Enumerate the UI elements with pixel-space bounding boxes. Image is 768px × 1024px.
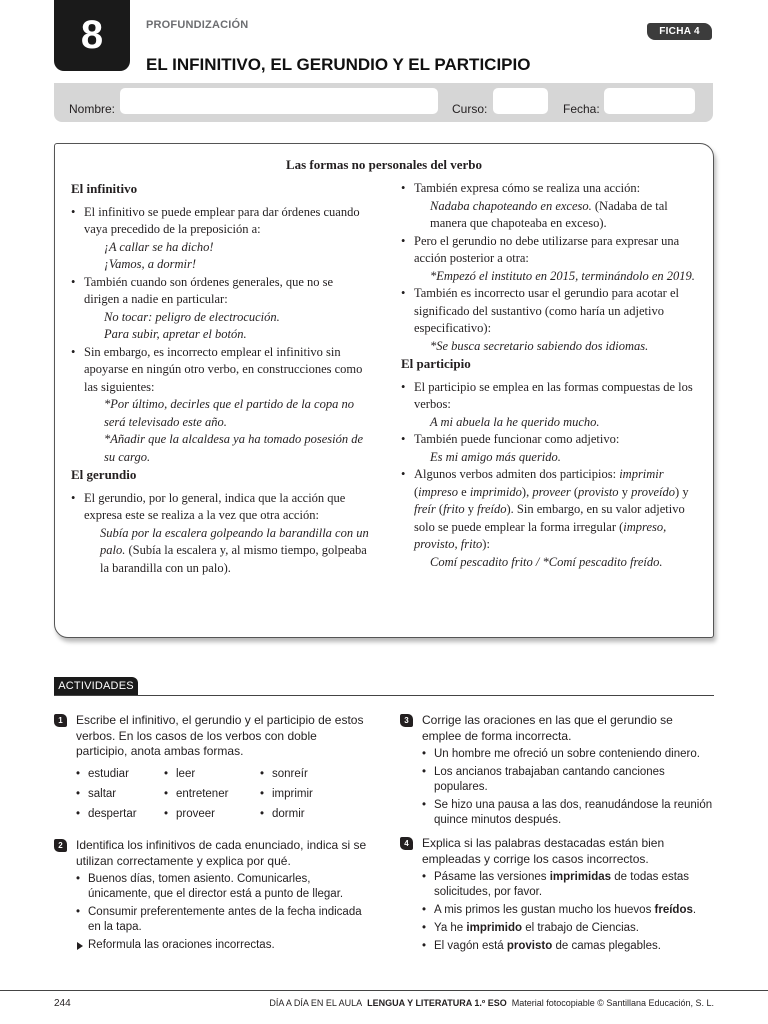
participio-bullet-2: • También puede funcionar como adjetivo: — [401, 431, 699, 449]
theory-left-column — [71, 180, 369, 577]
activity-2 — [54, 838, 368, 953]
text-run-italic: proveer — [532, 484, 571, 499]
example-text: *Empezó el instituto en 2015, terminándolo en 2019. — [430, 268, 695, 283]
course-field[interactable] — [493, 88, 548, 114]
example-gloss: (Subía la escalera y, al mismo tiempo, golpeaba la barandilla con un palo). — [100, 543, 367, 575]
text-run-italic: freído — [477, 502, 507, 516]
activity-3 — [400, 713, 714, 828]
verb-item: • estudiar — [76, 764, 164, 784]
highlighted-word: provisto — [506, 940, 553, 952]
example-text: Es mi amigo más querido. — [430, 449, 561, 464]
text-run: ) y — [675, 484, 689, 499]
activity-item: • Se hizo una pausa a las dos, reanudándose la reunión quince minutos después. — [400, 798, 714, 828]
theory-box — [54, 143, 714, 638]
gerundio-bullet-3: • Pero el gerundio no debe utilizarse para expresar una acción posterior a otra: — [401, 233, 699, 268]
participio-bullet-1: • El participio se emplea en las formas compuestas de los verbos: — [401, 379, 699, 414]
example-text: A mi abuela la he querido mucho. — [430, 414, 600, 429]
activity-prompt: Corrige las oraciones en las que el gerundio se emplee de forma incorrecta. — [422, 713, 673, 743]
gerundio-bullet-1: • El gerundio, por lo general, indica que la acción que expresa este se realiza a la vez que otra acción: — [71, 490, 369, 525]
activity-number: 3 — [400, 714, 413, 727]
example-text: *Añadir que la alcaldesa ya ha tomado posesión de su cargo. — [104, 432, 363, 464]
activity-item: • Buenos días, tomen asiento. Comunicarles, únicamente, que el director está a punto de llegar. — [54, 872, 368, 902]
ficha-badge: FICHA 4 — [647, 23, 712, 40]
highlighted-word: freídos — [654, 904, 693, 916]
footer-divider — [0, 990, 768, 991]
course-label: Curso: — [452, 102, 488, 116]
activity-number: 1 — [54, 714, 67, 727]
text-run: de camas plegables. — [552, 940, 661, 952]
text-run: Pásame las versiones — [434, 871, 550, 883]
page-title: EL INFINITIVO, EL GERUNDIO Y EL PARTICIPIO — [146, 55, 531, 74]
activity-1 — [54, 713, 366, 824]
verb-item: • imprimir — [260, 784, 356, 804]
activity-item — [400, 903, 714, 918]
activity-prompt: Identifica los infinitivos de cada enunciado, indica si se utilizan correctamente y explica por qué. — [76, 838, 367, 868]
example-text: Comí pescadito frito / *Comí pescadito freído. — [430, 554, 663, 569]
verb-item: • despertar — [76, 804, 164, 824]
text-run: ). Sin embargo, en su valor adjetivo solo se puede emplear la forma irregular ( — [414, 502, 685, 534]
verb-item: • dormir — [260, 804, 356, 824]
activity-item — [400, 921, 714, 936]
activity-item — [400, 939, 714, 954]
example-text: *Se busca secretario sabiendo dos idiomas. — [430, 338, 649, 353]
infinitivo-bullet-1: • El infinitivo se puede emplear para dar órdenes cuando vaya precedido de la preposición a: — [71, 204, 369, 239]
activity-arrow-item: Reformula las oraciones incorrectas. — [54, 938, 368, 953]
text-run-italic: imprimido — [469, 484, 522, 499]
footer-book: LENGUA Y LITERATURA 1.º ESO — [367, 998, 507, 1008]
example-italic: Nadaba chapoteando en exceso. — [430, 198, 592, 213]
text-run: Ya he — [434, 922, 467, 934]
gerundio-bullet-2: • También expresa cómo se realiza una acción: — [401, 180, 699, 198]
text-run: ): — [482, 537, 490, 551]
text-run-italic: freír — [414, 502, 436, 516]
example-text — [401, 198, 699, 233]
unit-number-tab: 8 — [54, 0, 130, 71]
footer-credits — [269, 998, 714, 1008]
name-field[interactable] — [120, 88, 438, 114]
activity-prompt: Escribe el infinitivo, el gerundio y el participio de estos verbos. En los casos de los verbos con doble participio, anota ambas formas. — [76, 713, 364, 758]
date-label: Fecha: — [563, 102, 600, 116]
text-run: e — [458, 484, 470, 499]
activity-4 — [400, 836, 714, 954]
participio-bullet-3 — [401, 466, 699, 554]
example-text — [71, 525, 369, 578]
example-text: ¡A callar se ha dicho! — [104, 239, 214, 254]
verb-item: • sonreír — [260, 764, 356, 784]
example-text: *Por último, decirles que el partido de la copa no será televisado este año. — [104, 397, 354, 429]
activity-prompt: Explica si las palabras destacadas están bien empleadas y corrige los casos incorrectos. — [422, 836, 665, 866]
highlighted-word: imprimido — [466, 922, 522, 934]
student-info-bar — [54, 83, 713, 122]
activity-number: 4 — [400, 837, 413, 850]
verb-item: • saltar — [76, 784, 164, 804]
text-run: ( — [570, 484, 579, 499]
theory-right-column — [401, 180, 699, 571]
text-run: de todas estas solicitudes, por favor. — [434, 871, 690, 898]
text-run-italic: frito — [443, 502, 465, 516]
verb-item: • proveer — [164, 804, 260, 824]
text-run: Algunos verbos admiten dos participios: — [414, 467, 620, 481]
activities-label: ACTIVIDADES — [54, 677, 138, 695]
verb-list — [54, 764, 366, 824]
example-text: Para subir, apretar el botón. — [104, 327, 247, 341]
section-label: PROFUNDIZACIÓN — [146, 19, 249, 31]
infinitivo-bullet-3: • Sin embargo, es incorrecto emplear el infinitivo sin apoyarse en ningún otro verbo, en construcciones como las siguientes: — [71, 344, 369, 397]
text-run-italic: impreso, provisto, frito — [414, 519, 667, 551]
text-run-italic: impreso — [418, 484, 458, 499]
text-run-italic: provisto — [578, 484, 619, 499]
gerundio-bullet-4: • También es incorrecto usar el gerundio para acotar el significado del sustantivo (como haría un adjetivo especificativo): — [401, 285, 699, 338]
text-run: ), — [521, 484, 533, 499]
date-field[interactable] — [604, 88, 695, 114]
gerundio-heading: El gerundio — [71, 467, 137, 482]
activity-item: • Consumir preferentemente antes de la fecha indicada en la tapa. — [54, 905, 368, 935]
text-run: . — [692, 904, 697, 916]
infinitivo-heading: El infinitivo — [71, 181, 138, 196]
verb-item: • entretener — [164, 784, 260, 804]
text-run: El vagón está — [434, 940, 507, 952]
example-text: No tocar: peligro de electrocución. — [104, 309, 280, 324]
activity-item: • Un hombre me ofreció un sobre conteniendo dinero. — [400, 747, 714, 762]
text-run: el trabajo de Ciencias. — [522, 922, 639, 934]
example-text: ¡Vamos, a dormir! — [104, 257, 197, 271]
example-gloss: (Nadaba de tal manera que chapoteaba en exceso). — [430, 198, 668, 230]
text-run: ( — [414, 484, 419, 499]
text-run: y — [464, 502, 478, 516]
text-run: A mis primos les gustan mucho los huevos — [434, 904, 655, 916]
text-run: y — [618, 484, 632, 499]
activity-number: 2 — [54, 839, 67, 852]
footer-series: DÍA A DÍA EN EL AULA — [269, 998, 363, 1008]
activities-divider — [54, 695, 714, 696]
page-number: 244 — [54, 998, 71, 1009]
text-run-italic: proveído — [631, 484, 676, 499]
footer-copyright: Material fotocopiable © Santillana Educación, S. L. — [511, 998, 714, 1008]
infinitivo-bullet-2: • También cuando son órdenes generales, que no se dirigen a nadie en particular: — [71, 274, 369, 309]
theory-title: Las formas no personales del verbo — [285, 157, 483, 172]
name-label: Nombre: — [69, 102, 116, 116]
activity-item — [400, 870, 714, 900]
text-run-italic: imprimir — [619, 467, 664, 481]
example-italic: Subía por la escalera golpeando la barandilla con un palo. — [100, 525, 369, 557]
participio-heading: El participio — [401, 356, 471, 371]
text-run: ( — [435, 502, 444, 516]
verb-item: • leer — [164, 764, 260, 784]
activity-item: • Los ancianos trabajaban cantando canciones populares. — [400, 765, 714, 795]
highlighted-word: imprimidas — [549, 871, 612, 883]
